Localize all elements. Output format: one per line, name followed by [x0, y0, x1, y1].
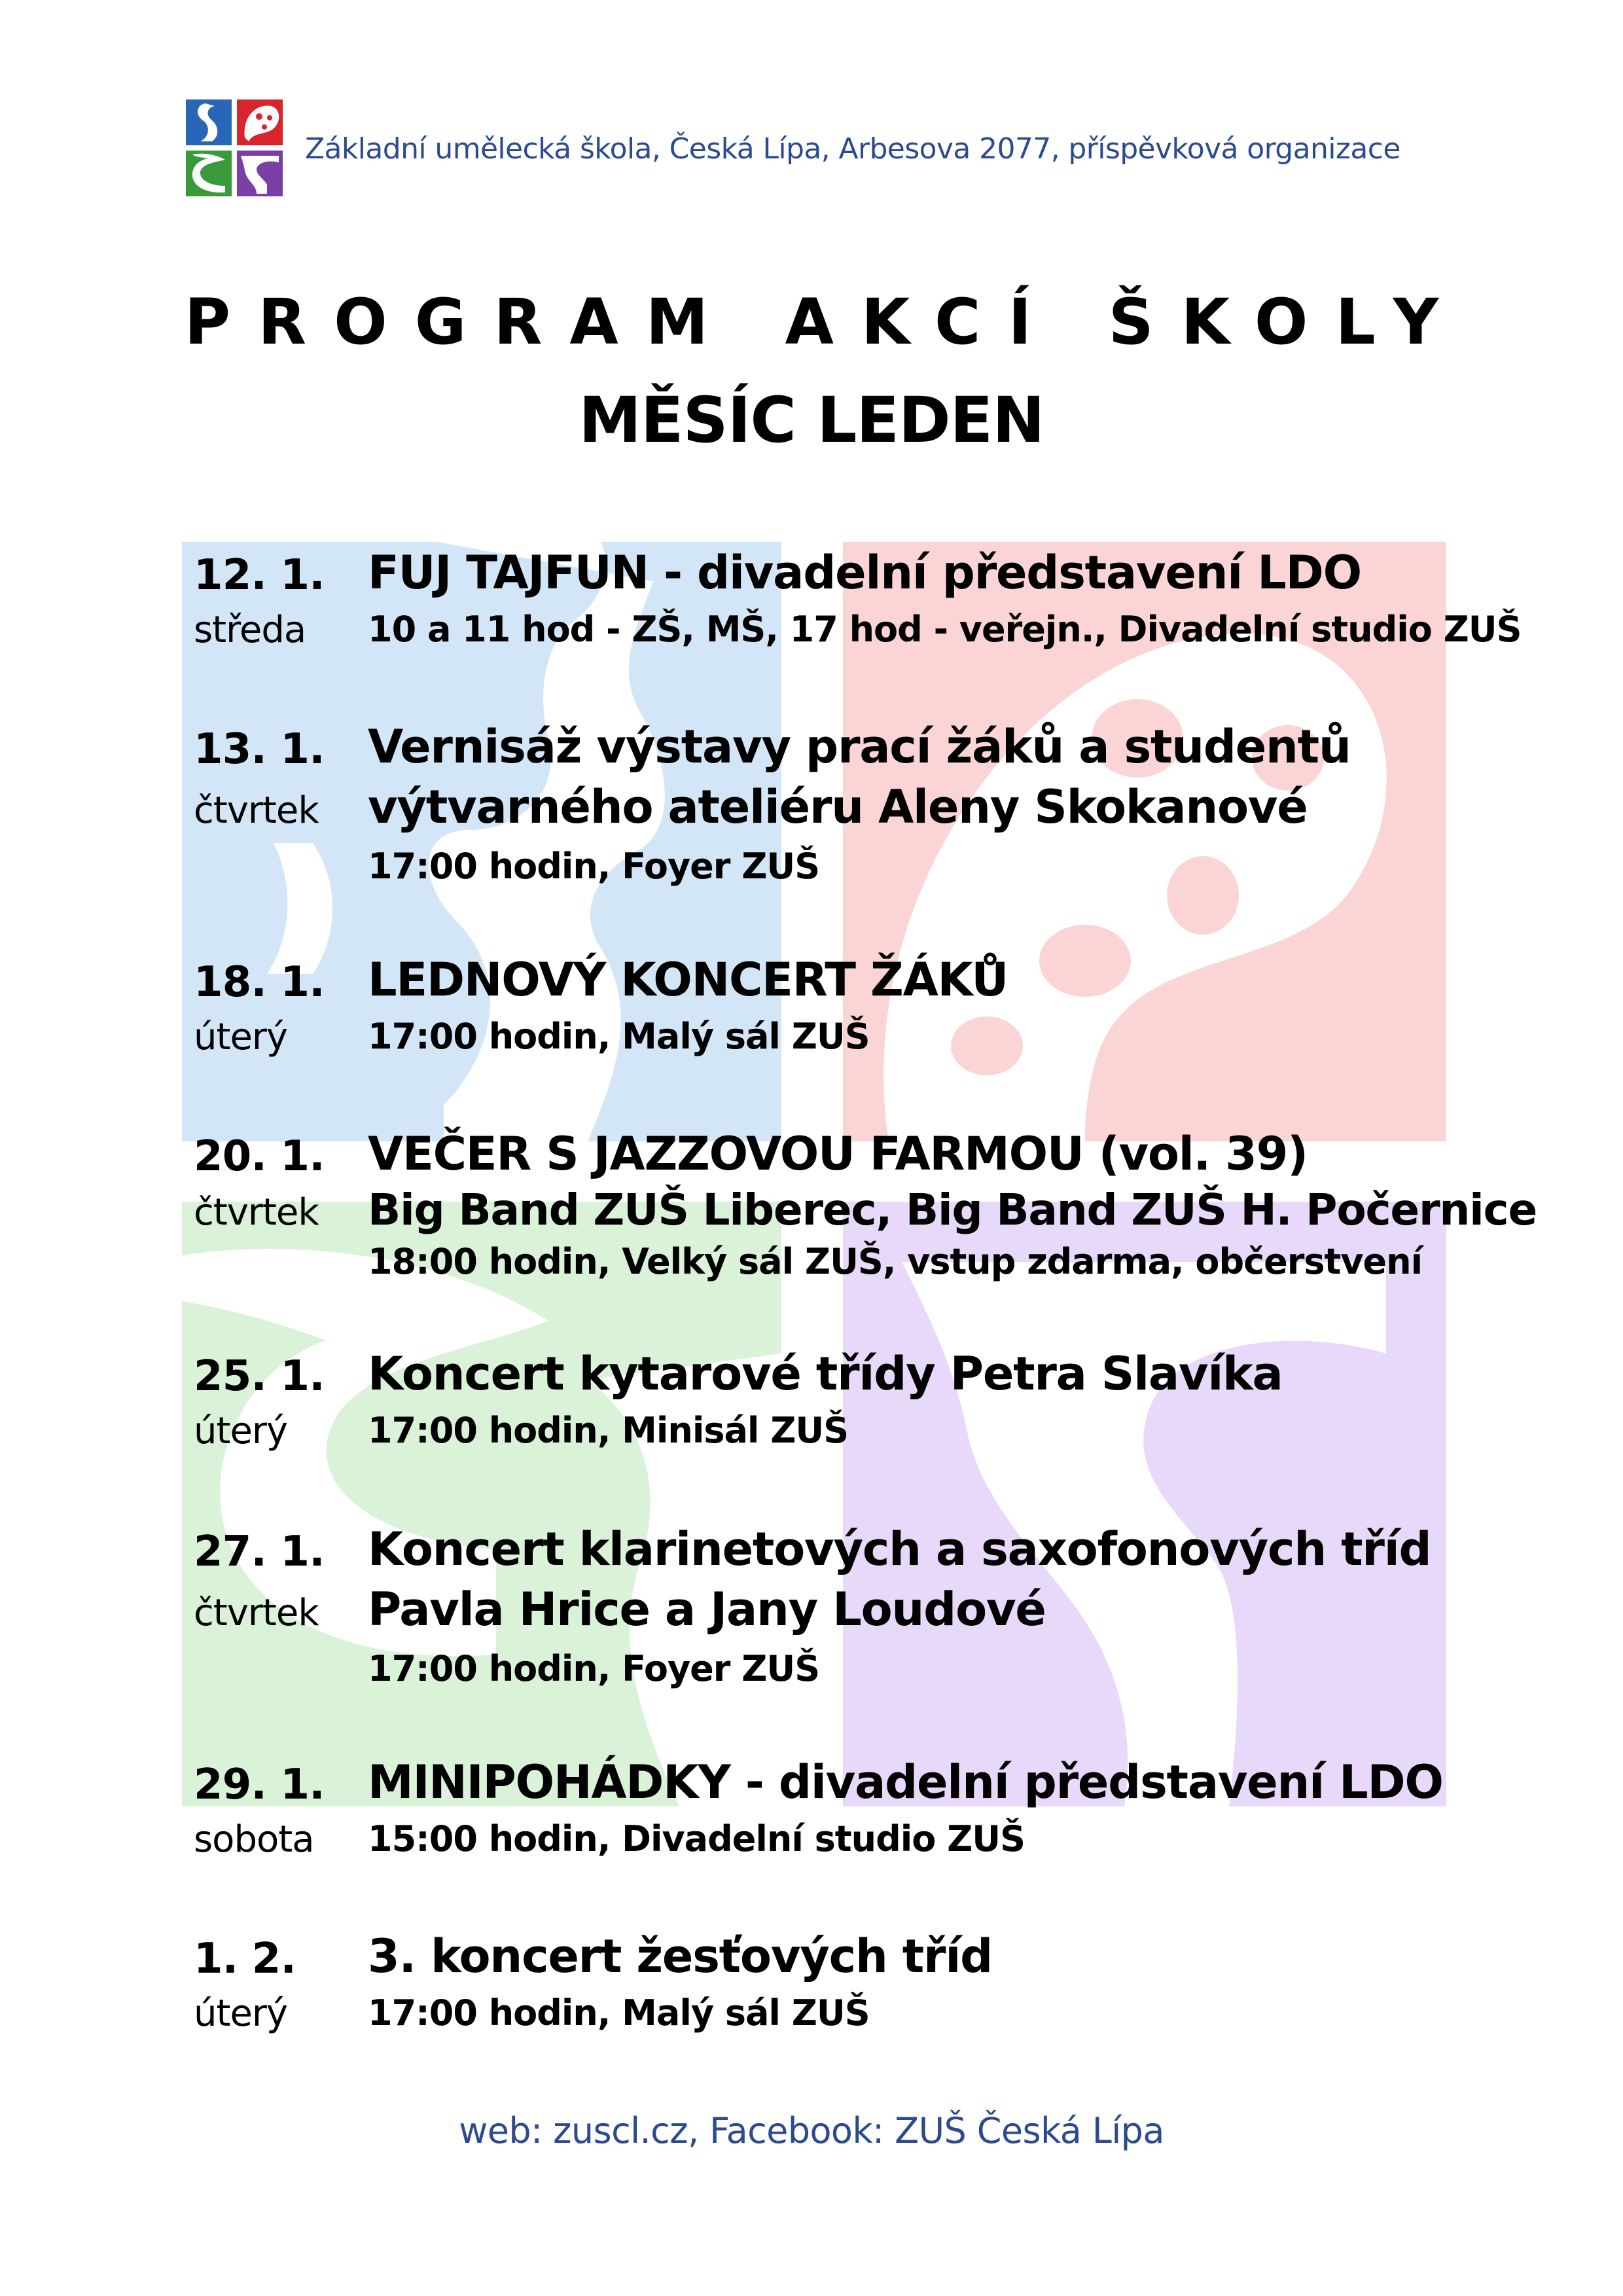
event-date: 12. 1.: [194, 551, 325, 600]
event-day: úterý: [194, 1992, 288, 2035]
event-date: 13. 1.: [194, 725, 325, 774]
event-date: 27. 1.: [194, 1528, 325, 1576]
event-date: 20. 1.: [194, 1132, 325, 1181]
event-title: Koncert klarinetových a saxofonových tříd: [368, 1522, 1431, 1576]
event-title-line-2: výtvarného ateliéru Aleny Skokanové: [368, 780, 1308, 834]
event-day: úterý: [194, 1016, 288, 1058]
event-title: 3. koncert žesťových tříd: [368, 1929, 993, 1983]
page-title: PROGRAM AKCÍ ŠKOLY: [184, 285, 1467, 359]
event-details: 18:00 hodin, Velký sál ZUŠ, vstup zdarma, občerstvení: [368, 1241, 1423, 1282]
event-details: 10 a 11 hod - ZŠ, MŠ, 17 hod - veřejn., Divadelní studio ZUŠ: [368, 609, 1522, 650]
event-day: sobota: [194, 1818, 314, 1861]
event-title: VEČER S JAZZOVOU FARMOU (vol. 39): [368, 1127, 1308, 1181]
event-details: 17:00 hodin, Malý sál ZUŠ: [368, 1016, 870, 1057]
zus-logo-icon: [186, 99, 283, 196]
event-title-line-2: Big Band ZUŠ Liberec, Big Band ZUŠ H. Počernice: [368, 1185, 1537, 1235]
event-date: 18. 1.: [194, 958, 325, 1007]
event-title: MINIPOHÁDKY - divadelní představení LDO: [368, 1755, 1443, 1809]
event-details: 17:00 hodin, Minisál ZUŠ: [368, 1410, 849, 1451]
event-day: středa: [194, 609, 306, 651]
event-day: čtvrtek: [194, 1592, 319, 1634]
event-details: 15:00 hodin, Divadelní studio ZUŠ: [368, 1818, 1026, 1859]
event-date: 25. 1.: [194, 1352, 325, 1401]
school-name: Základní umělecká škola, Česká Lípa, Arbesova 2077, příspěvková organizace: [305, 132, 1400, 166]
event-date: 29. 1.: [194, 1761, 325, 1809]
footer-contact: web: zuscl.cz, Facebook: ZUŠ Česká Lípa: [459, 2110, 1164, 2151]
event-date: 1. 2.: [194, 1935, 296, 1983]
event-details: 17:00 hodin, Malý sál ZUŠ: [368, 1992, 870, 2034]
event-day: čtvrtek: [194, 789, 319, 832]
event-details: 17:00 hodin, Foyer ZUŠ: [368, 846, 820, 887]
event-title: Koncert kytarové třídy Petra Slavíka: [368, 1347, 1283, 1401]
event-title: FUJ TAJFUN - divadelní představení LDO: [368, 546, 1361, 600]
page-subtitle: MĚSÍC LEDEN: [579, 384, 1044, 457]
event-title: LEDNOVÝ KONCERT ŽÁKŮ: [368, 953, 1008, 1007]
event-title-line-2: Pavla Hrice a Jany Loudové: [368, 1583, 1046, 1636]
event-day: čtvrtek: [194, 1191, 319, 1234]
event-title: Vernisáž výstavy prací žáků a studentů: [368, 720, 1351, 774]
event-day: úterý: [194, 1410, 288, 1452]
event-details: 17:00 hodin, Foyer ZUŠ: [368, 1648, 820, 1689]
